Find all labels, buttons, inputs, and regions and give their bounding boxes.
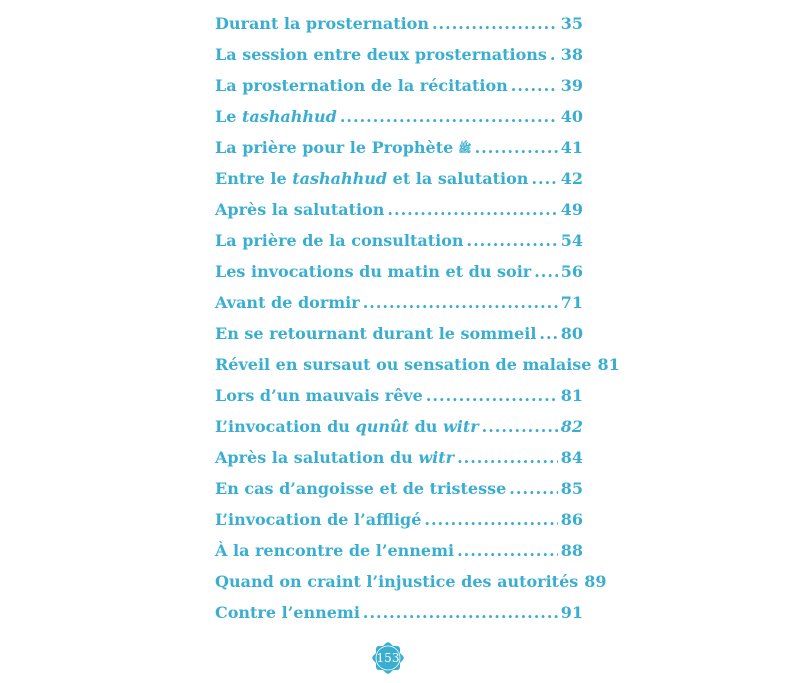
transliterated-term: tashahhud xyxy=(242,107,337,126)
toc-entry-title: La prosternation de la récitation xyxy=(215,76,508,95)
toc-entry[interactable] xyxy=(215,411,583,442)
toc-entry-page: 54 xyxy=(560,231,583,250)
toc-leader-dots xyxy=(363,287,558,318)
toc-entry-page: 86 xyxy=(560,510,583,529)
toc-entry-page: 56 xyxy=(560,262,583,281)
toc-entry[interactable] xyxy=(215,535,583,566)
toc-entry-page: 81 xyxy=(560,386,583,405)
toc-entry-title: À la rencontre de l’ennemi xyxy=(215,541,455,560)
toc-entry-page: 42 xyxy=(560,169,583,188)
toc-entry-title: Entre le tashahhud et la salutation xyxy=(215,169,529,188)
toc-entry-title: L’invocation du qunût du witr xyxy=(215,417,479,436)
toc-entry[interactable] xyxy=(215,225,583,256)
transliterated-term: tashahhud xyxy=(292,169,388,188)
toc-entry-page: 39 xyxy=(560,76,583,95)
transliterated-term: witr xyxy=(418,448,455,467)
toc-entry-title: Lors d’un mauvais rêve xyxy=(215,386,423,405)
toc-entry-title: Le tashahhud xyxy=(215,107,337,126)
toc-entry[interactable] xyxy=(215,473,583,504)
toc-entry-page: 49 xyxy=(560,200,583,219)
toc-entry-title: L’invocation de l’affligé xyxy=(215,510,422,529)
toc-entry-title: La prière de la consultation xyxy=(215,231,464,250)
transliterated-term: witr xyxy=(442,417,479,436)
toc-entry[interactable] xyxy=(215,8,583,39)
toc-entry-page: 85 xyxy=(560,479,583,498)
toc-entry[interactable] xyxy=(215,287,583,318)
toc-entry[interactable] xyxy=(215,194,583,225)
page-number-badge xyxy=(370,640,406,676)
toc-leader-dots xyxy=(457,535,558,566)
toc-entry[interactable] xyxy=(215,566,607,597)
toc-entry-title: Après la salutation xyxy=(215,200,385,219)
toc-entry-title: La session entre deux prosternations xyxy=(215,45,547,64)
toc-leader-dots xyxy=(550,39,558,70)
toc-entry-page: 41 xyxy=(560,138,583,157)
toc-leader-dots xyxy=(426,380,558,411)
toc-entry-page: 81 xyxy=(597,355,620,374)
toc-leader-dots xyxy=(467,225,558,256)
transliterated-term: qunût xyxy=(355,417,409,436)
toc-entry[interactable] xyxy=(215,318,583,349)
toc-entry[interactable] xyxy=(215,349,620,380)
toc-entry-page: 35 xyxy=(560,14,583,33)
toc-entry-title: Réveil en sursaut ou sensation de malaise xyxy=(215,355,592,374)
toc-entry-page: 88 xyxy=(560,541,583,560)
toc-entry[interactable] xyxy=(215,132,583,163)
toc-leader-dots xyxy=(457,442,558,473)
toc-leader-dots xyxy=(387,194,557,225)
toc-entry-title: Les invocations du matin et du soir xyxy=(215,262,532,281)
toc-entry-title: Après la salutation du witr xyxy=(215,448,455,467)
toc-entry-title: Quand on craint l’injustice des autorités xyxy=(215,572,579,591)
toc-entry-page: 80 xyxy=(560,324,583,343)
toc-entry[interactable] xyxy=(215,256,583,287)
toc-leader-dots xyxy=(531,163,557,194)
toc-entry[interactable] xyxy=(215,597,583,628)
toc-entry[interactable] xyxy=(215,380,583,411)
salawat-icon: ﷺ xyxy=(458,142,472,155)
toc-leader-dots xyxy=(534,256,558,287)
toc-leader-dots xyxy=(511,70,558,101)
table-of-contents xyxy=(215,8,620,628)
toc-entry[interactable] xyxy=(215,504,583,535)
toc-leader-dots xyxy=(482,411,558,442)
toc-entry-page: 40 xyxy=(560,107,583,126)
toc-entry-title: Durant la prosternation xyxy=(215,14,429,33)
toc-entry-page: 71 xyxy=(560,293,583,312)
toc-leader-dots xyxy=(424,504,557,535)
toc-entry-page: 84 xyxy=(560,448,583,467)
toc-leader-dots xyxy=(363,597,558,628)
toc-entry[interactable] xyxy=(215,101,583,132)
page-number: 153 xyxy=(376,651,400,665)
toc-entry-title: En cas d’angoisse et de tristesse xyxy=(215,479,507,498)
toc-entry-page: 82 xyxy=(560,417,583,436)
toc-entry-page: 38 xyxy=(560,45,583,64)
toc-leader-dots xyxy=(432,8,558,39)
toc-entry-title: Avant de dormir xyxy=(215,293,360,312)
toc-leader-dots xyxy=(539,318,557,349)
toc-leader-dots xyxy=(340,101,558,132)
toc-entry[interactable] xyxy=(215,70,583,101)
toc-leader-dots xyxy=(509,473,557,504)
toc-entry[interactable] xyxy=(215,39,583,70)
toc-entry-title: En se retournant durant le sommeil xyxy=(215,324,537,343)
toc-entry[interactable] xyxy=(215,442,583,473)
toc-entry-page: 91 xyxy=(560,603,583,622)
toc-leader-dots xyxy=(475,132,558,163)
toc-entry[interactable] xyxy=(215,163,583,194)
toc-entry-title: Contre l’ennemi xyxy=(215,603,360,622)
toc-entry-title: La prière pour le Prophète ﷺ xyxy=(215,132,472,164)
toc-entry-page: 89 xyxy=(584,572,607,591)
